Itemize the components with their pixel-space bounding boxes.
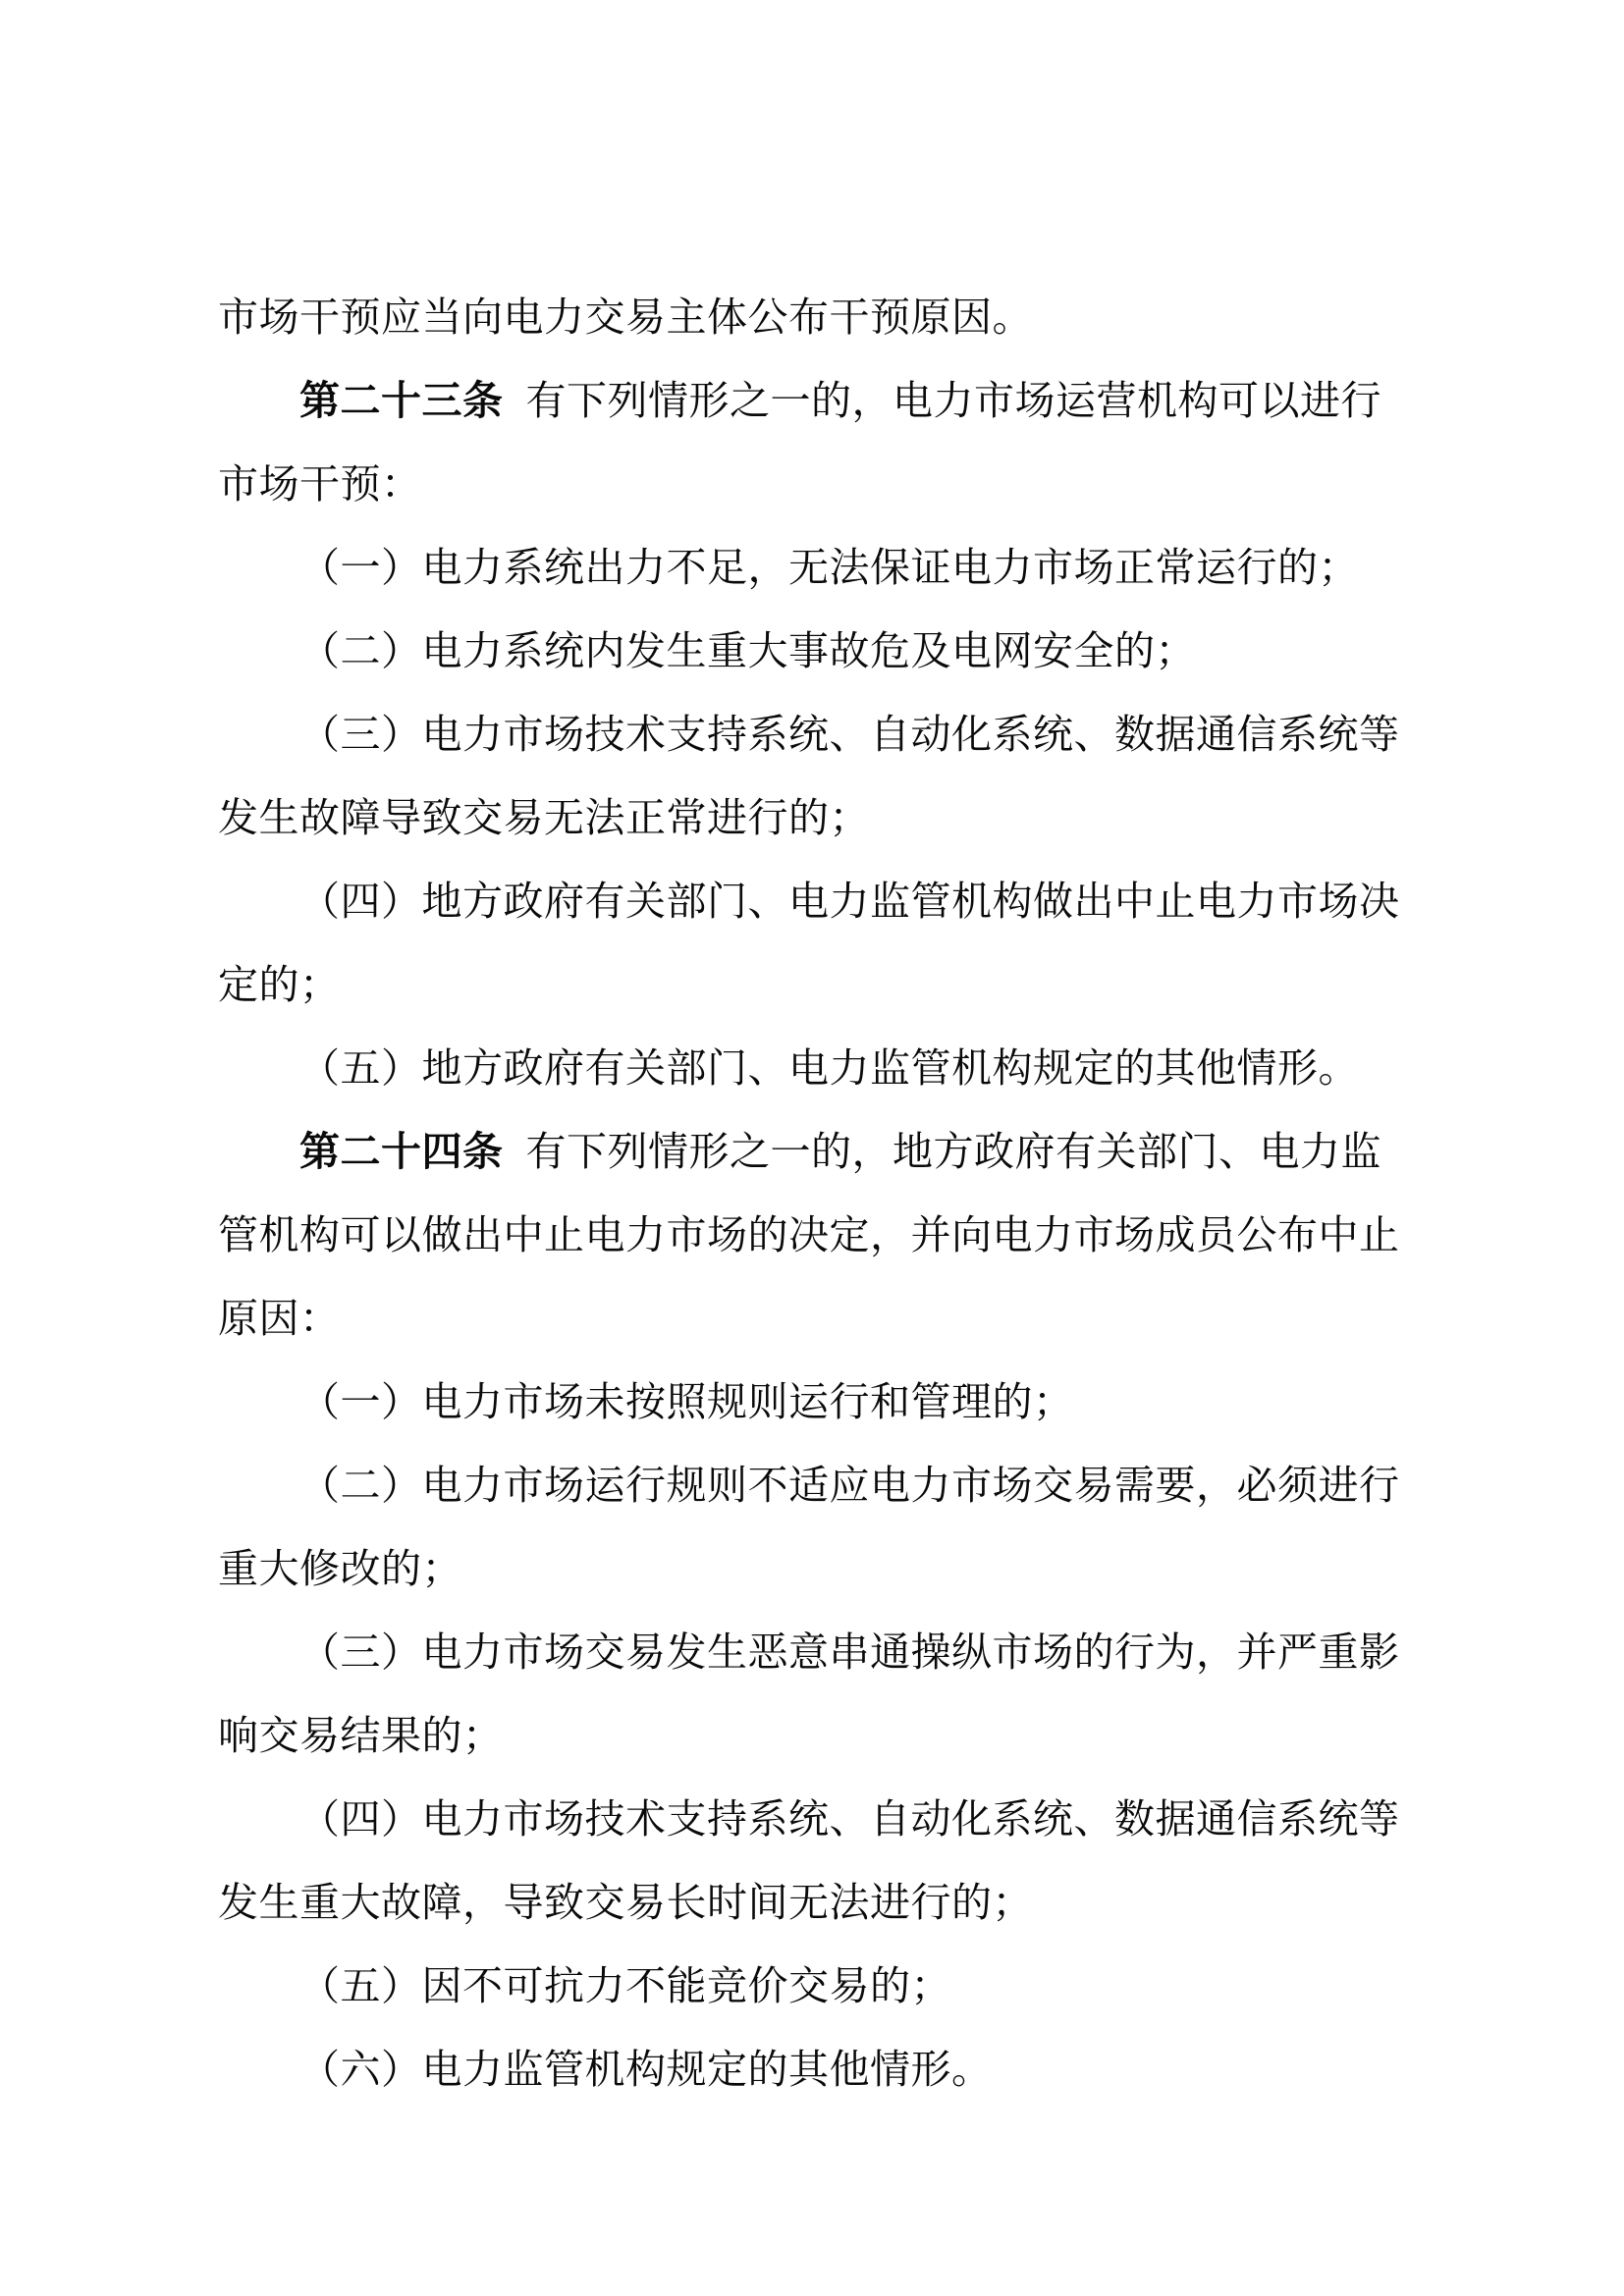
line-text: 重大修改的； <box>218 1545 462 1592</box>
line-text: 响交易结果的； <box>218 1712 504 1759</box>
line-text: （四）地方政府有关部门、电力监管机构做出中止电力市场决 <box>299 878 1400 925</box>
line-text: 定的； <box>218 961 341 1008</box>
line-text: （三）电力市场交易发生恶意串通操纵市场的行为，并严重影 <box>299 1629 1400 1676</box>
document-line <box>218 1527 1435 1611</box>
line-text: 发生故障导致交易无法正常进行的； <box>218 794 870 841</box>
document-line <box>218 1277 1435 1361</box>
document-text-block <box>218 276 1435 2111</box>
document-line <box>218 1027 1435 1110</box>
document-line <box>218 443 1435 526</box>
article-number: 第二十三条 <box>299 377 504 424</box>
document-line <box>218 1611 1435 1694</box>
line-text: 有下列情形之一的，电力市场运营机构可以进行 <box>525 377 1381 424</box>
document-line <box>218 526 1435 610</box>
document-line <box>218 1694 1435 1778</box>
line-text: 有下列情形之一的，地方政府有关部门、电力监 <box>525 1128 1381 1175</box>
line-text: 原因： <box>218 1295 341 1342</box>
document-line <box>218 1110 1435 1194</box>
line-text: （六）电力监管机构规定的其他情形。 <box>299 2046 993 2093</box>
document-line <box>218 693 1435 776</box>
line-text: （五）因不可抗力不能竞价交易的； <box>299 1962 951 2009</box>
document-line <box>218 1778 1435 1861</box>
document-line <box>218 943 1435 1027</box>
line-text: （二）电力系统内发生重大事故危及电网安全的； <box>299 627 1196 674</box>
line-text: （五）地方政府有关部门、电力监管机构规定的其他情形。 <box>299 1044 1359 1092</box>
document-line <box>218 610 1435 693</box>
line-text: （三）电力市场技术支持系统、自动化系统、数据通信系统等 <box>299 711 1400 758</box>
document-line <box>218 1861 1435 1945</box>
document-line <box>218 776 1435 860</box>
document-line <box>218 276 1435 359</box>
line-text: 市场干预应当向电力交易主体公布干预原因。 <box>218 294 1033 341</box>
document-line <box>218 1444 1435 1527</box>
article-number: 第二十四条 <box>299 1128 504 1175</box>
line-text: （四）电力市场技术支持系统、自动化系统、数据通信系统等 <box>299 1795 1400 1842</box>
document-line <box>218 359 1435 443</box>
document-line <box>218 1361 1435 1444</box>
document-line <box>218 1945 1435 2028</box>
line-text: 发生重大故障，导致交易长时间无法进行的； <box>218 1879 1033 1926</box>
line-text: （一）电力市场未按照规则运行和管理的； <box>299 1378 1074 1425</box>
line-text: （二）电力市场运行规则不适应电力市场交易需要，必须进行 <box>299 1462 1400 1509</box>
document-line <box>218 2028 1435 2111</box>
line-text: 管机构可以做出中止电力市场的决定，并向电力市场成员公布中止 <box>218 1211 1400 1258</box>
document-line <box>218 1194 1435 1277</box>
line-text: 市场干预： <box>218 460 422 507</box>
line-text: （一）电力系统出力不足，无法保证电力市场正常运行的； <box>299 544 1359 591</box>
document-line <box>218 860 1435 943</box>
